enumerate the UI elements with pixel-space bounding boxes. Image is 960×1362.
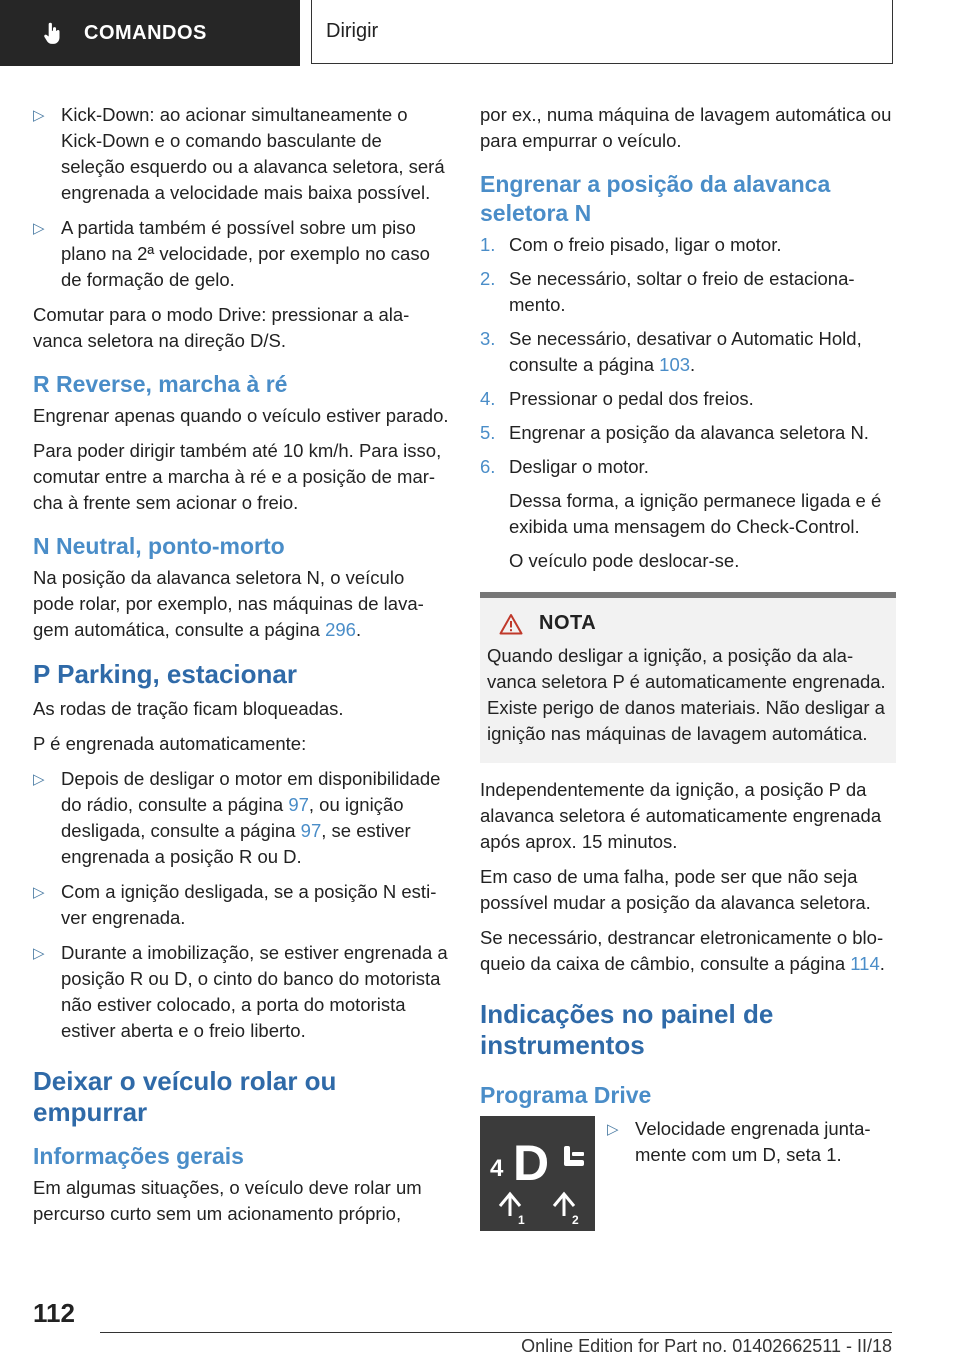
drive-program-row xyxy=(480,1116,896,1231)
paragraph-unlock: Se necessário, destrancar eletronicamente o bloqueio da caixa de câmbio, consulte a página 114. xyxy=(480,927,885,974)
heading-instrument-panel: Indicações no painel de instrumentos xyxy=(480,999,774,1060)
triangle-bullet-icon: ▷ xyxy=(33,220,45,237)
note-header xyxy=(487,612,888,635)
gear-number-label: 4 xyxy=(490,1155,504,1182)
step-6: 6. Desligar o motor. xyxy=(480,456,649,477)
step-2: 2. Se necessário, soltar o freio de estacionamento. xyxy=(480,268,855,315)
heading-drive-program: Programa Drive xyxy=(480,1082,652,1108)
chapter-label: COMANDOS xyxy=(84,21,207,44)
warning-triangle-icon xyxy=(499,613,523,635)
paragraph-failure: Em caso de uma falha, pode ser que não seja possível mudar a posição da alavanca seletora. xyxy=(480,866,871,913)
paragraph-auto-park: Independentemente da ignição, a posição P da alavanca seletora é automaticamente engrenada após aprox. 15 minutos. xyxy=(480,779,882,852)
paragraph-parking-1: As rodas de tração ficam bloqueadas. xyxy=(33,698,344,719)
paragraph-reverse-1: Engrenar apenas quando o veículo estiver parado. xyxy=(33,405,449,426)
page-link-97[interactable]: 97 xyxy=(288,794,309,815)
page-link-114[interactable]: 114 xyxy=(850,953,880,974)
bullet-parking-1: ▷ Depois de desligar o motor em disponibilidade do rádio, consulte a página 97, ou ignição desligada, consulte a página 97, se estiver engrenada a posição R ou D. xyxy=(33,768,441,867)
note-box xyxy=(480,592,896,763)
paragraph-reverse-2: Para poder dirigir também até 10 km/h. Para isso, comutar entre a marcha à ré e a posição de marcha à frente sem acionar o freio. xyxy=(33,440,442,513)
right-column xyxy=(480,102,896,1231)
step-4: 4. Pressionar o pedal dos freios. xyxy=(480,388,754,409)
step-3: 3. Se necessário, desativar o Automatic Hold, consulte a página 103. xyxy=(480,328,862,375)
bullet-drive-gear: ▷ Velocidade engrenada juntamente com um D, seta 1. xyxy=(607,1118,871,1165)
step-1: 1. Com o freio pisado, ligar o motor. xyxy=(480,234,782,255)
section-header xyxy=(311,0,893,64)
note-text: Quando desligar a ignição, a posição da alavanca seletora P é automaticamente engrenada. Existe perigo de danos materiais. Não desligar a ignição nas máquinas de lavagem automática. xyxy=(487,645,886,744)
heading-reverse: R Reverse, marcha à ré xyxy=(33,371,288,397)
triangle-bullet-icon: ▷ xyxy=(33,884,45,901)
left-column xyxy=(33,102,449,1236)
arrow-label-2: 2 xyxy=(572,1213,579,1227)
page-link-103[interactable]: 103 xyxy=(659,354,691,375)
heading-parking: P Parking, estacionar xyxy=(33,659,297,689)
triangle-bullet-icon: ▷ xyxy=(607,1121,619,1138)
gear-letter-label: D xyxy=(513,1135,550,1191)
paragraph-general-info: Em algumas situações, o veículo deve rolar um percurso curto sem um acionamento próprio, xyxy=(33,1177,422,1224)
step-6-detail-1: Dessa forma, a ignição permanece ligada e é exibida uma mensagem do Check-Control. xyxy=(509,490,882,537)
heading-general-info: Informações gerais xyxy=(33,1143,244,1169)
bullet-kickdown: ▷ Kick-Down: ao acionar simultaneamente o Kick-Down e o comando basculante de seleção esquerdo ou a alavanca seletora, será engrenada a velocidade mais baixa possível. xyxy=(33,104,445,203)
triangle-bullet-icon: ▷ xyxy=(33,945,45,962)
paragraph-parking-2: P é engrenada automaticamente: xyxy=(33,733,307,754)
bullet-parking-3: ▷ Durante a imobilização, se estiver engrenada a posição R ou D, o cinto do banco do motorista não estiver colocado, a porta do motorista estiver aberta e o freio liberto. xyxy=(33,942,448,1041)
footer-divider xyxy=(100,1332,892,1333)
bullet-start-second-gear: ▷ A partida também é possível sobre um piso plano na 2ª velocidade, por exemplo no caso de formação de gelo. xyxy=(33,217,430,290)
bullet-parking-2: ▷ Com a ignição desligada, se a posição N estiver engrenada. xyxy=(33,881,437,928)
paragraph-drive-mode: Comutar para o modo Drive: pressionar a alavanca seletora na direção D/S. xyxy=(33,304,410,351)
page-link-296[interactable]: 296 xyxy=(325,619,356,640)
page-link-97b[interactable]: 97 xyxy=(300,820,322,841)
note-title: NOTA xyxy=(539,612,597,634)
page-number: 112 xyxy=(33,1298,75,1328)
heading-engage-n: Engrenar a posição da alavanca seletora N xyxy=(480,171,831,226)
hand-icon xyxy=(40,20,66,46)
step-6-detail-2: O veículo pode deslocar-se. xyxy=(509,550,740,571)
paragraph-neutral: Na posição da alavanca seletora N, o veículo pode rolar, por exemplo, nas máquinas de lavagem automática, consulte a página 296. xyxy=(33,567,424,640)
section-title: Dirigir xyxy=(326,20,379,42)
triangle-bullet-icon: ▷ xyxy=(33,107,45,124)
arrow-label-1: 1 xyxy=(518,1213,525,1227)
edition-footer: Online Edition for Part no. 01402662511 - II/18 xyxy=(521,1336,892,1356)
paragraph-continued: por ex., numa máquina de lavagem automática ou para empurrar o veículo. xyxy=(480,104,892,151)
triangle-bullet-icon: ▷ xyxy=(33,771,45,788)
chapter-tab xyxy=(0,0,300,66)
drive-display-image xyxy=(480,1116,595,1231)
heading-neutral: N Neutral, ponto-morto xyxy=(33,533,285,559)
heading-roll-push: Deixar o veículo rolar ou empurrar xyxy=(33,1066,337,1127)
step-5: 5. Engrenar a posição da alavanca seletora N. xyxy=(480,422,869,443)
